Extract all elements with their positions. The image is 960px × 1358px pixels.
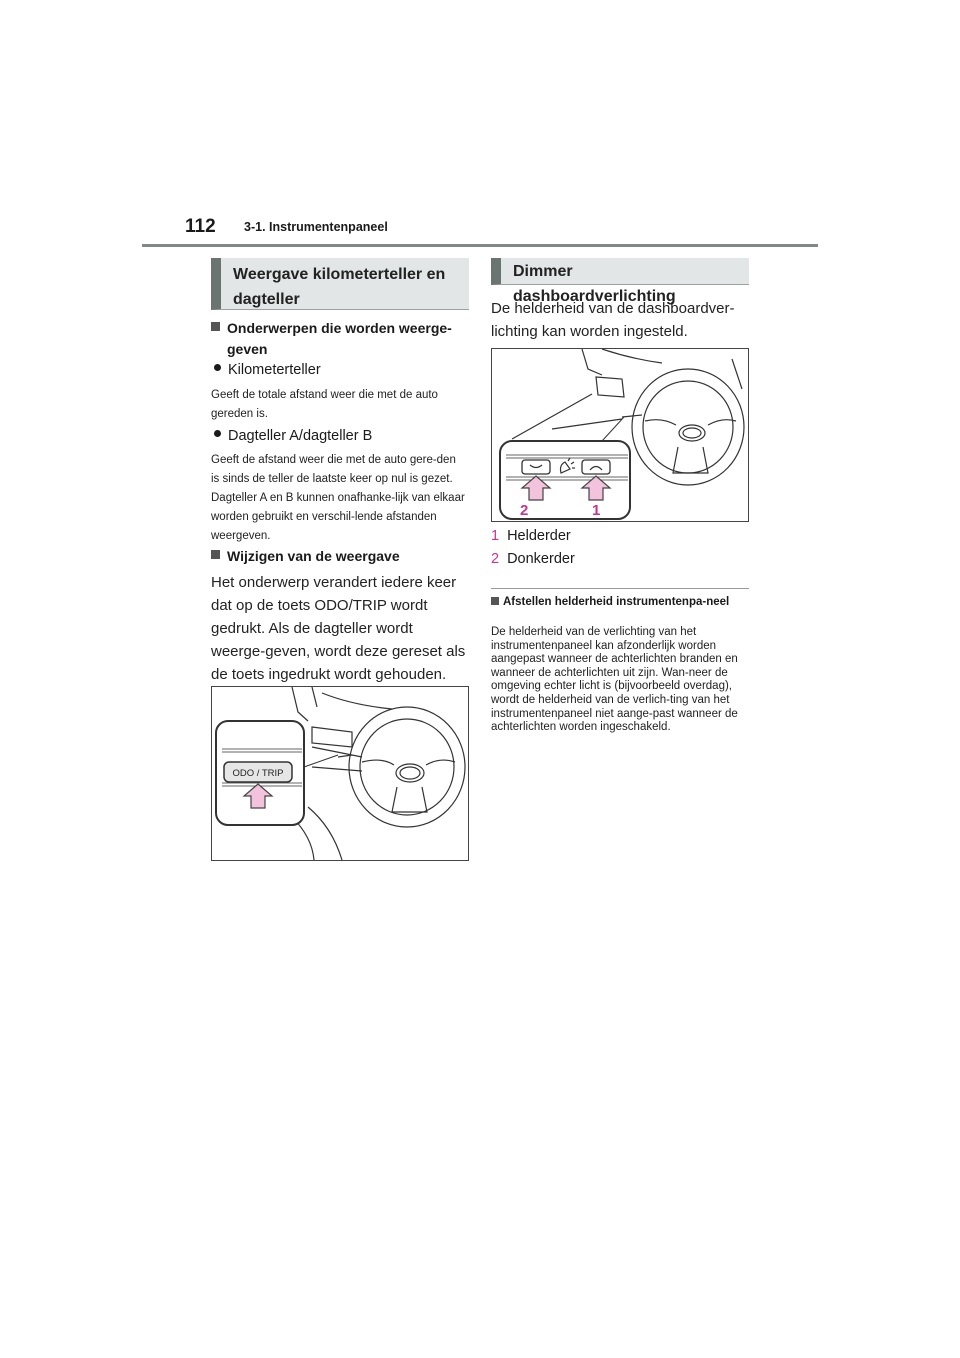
square-bullet-icon: [211, 550, 220, 559]
section-title-odometer: Weergave kilometerteller en dagteller: [211, 258, 469, 310]
subsection-change-display-label: Wijzigen van de weergave: [227, 548, 400, 564]
bullet-dot-icon: [214, 364, 221, 371]
note-divider: [491, 588, 749, 589]
callout-1: 1: [592, 502, 601, 519]
page-number: 112: [185, 216, 216, 237]
tripmeter-description: Geeft de afstand weer die met de auto gere-den is sinds de teller de laatste keer op nul is gezet. Dagteller A en B kunnen onafhanke-lijk van elkaar worden gebruikt en verschil-lende afstanden weergeven.: [211, 454, 465, 542]
legend-number: 1: [491, 528, 500, 544]
legend-item-brighter: [491, 526, 571, 546]
bullet-tripmeter-label: Dagteller A/dagteller B: [228, 428, 373, 444]
odometer-description: Geeft de totale afstand weer die met de auto gereden is.: [211, 389, 438, 420]
legend-text: Donkerder: [507, 551, 575, 567]
odo-trip-button-label: ODO / TRIP: [232, 768, 284, 779]
bullet-odometer-label: Kilometerteller: [228, 362, 321, 378]
legend-text: Helderder: [507, 528, 571, 544]
dimmer-figure: [491, 348, 749, 522]
callout-2: 2: [520, 502, 529, 519]
note-title-label: Afstellen helderheid instrumentenpa-neel: [503, 596, 730, 608]
bullet-dot-icon: [214, 430, 221, 437]
subsection-items: [211, 318, 469, 360]
chapter-title: 3-1. Instrumentenpaneel: [244, 220, 388, 234]
subsection-items-label: Onderwerpen die worden weerge-geven: [227, 320, 452, 357]
bullet-tripmeter: [211, 426, 372, 446]
square-bullet-icon: [211, 322, 220, 331]
section-title-dimmer: Dimmer dashboardverlichting: [491, 258, 749, 285]
square-bullet-icon: [491, 597, 499, 605]
legend-item-darker: [491, 549, 575, 569]
note-title: [491, 596, 749, 609]
legend-number: 2: [491, 551, 500, 567]
note-text: De helderheid van de verlichting van het instrumentenpaneel kan afzonderlijk worden aangepast wanneer de achterlichten branden en wanneer de achterlichten uit zijn. Wan-neer de omgeving echter licht is (bijvoorbeeld overdag), wordt de helderheid van de verlich-ting van het instrumentenpaneel niet aange-past wanneer de achterlichten worden ingeschakeld.: [491, 626, 738, 734]
odo-trip-figure: [211, 686, 469, 861]
bullet-odometer: [211, 360, 321, 380]
header-divider: [142, 244, 818, 247]
dimmer-intro: De helderheid van de dashboardver-lichting kan worden ingesteld.: [491, 300, 735, 340]
subsection-change-display: [211, 546, 400, 567]
change-display-paragraph: Het onderwerp verandert iedere keer dat op de toets ODO/TRIP wordt gedrukt. Als de dagteller wordt weerge-geven, wordt deze gereset als de toets ingedrukt wordt gehouden.: [211, 574, 466, 683]
